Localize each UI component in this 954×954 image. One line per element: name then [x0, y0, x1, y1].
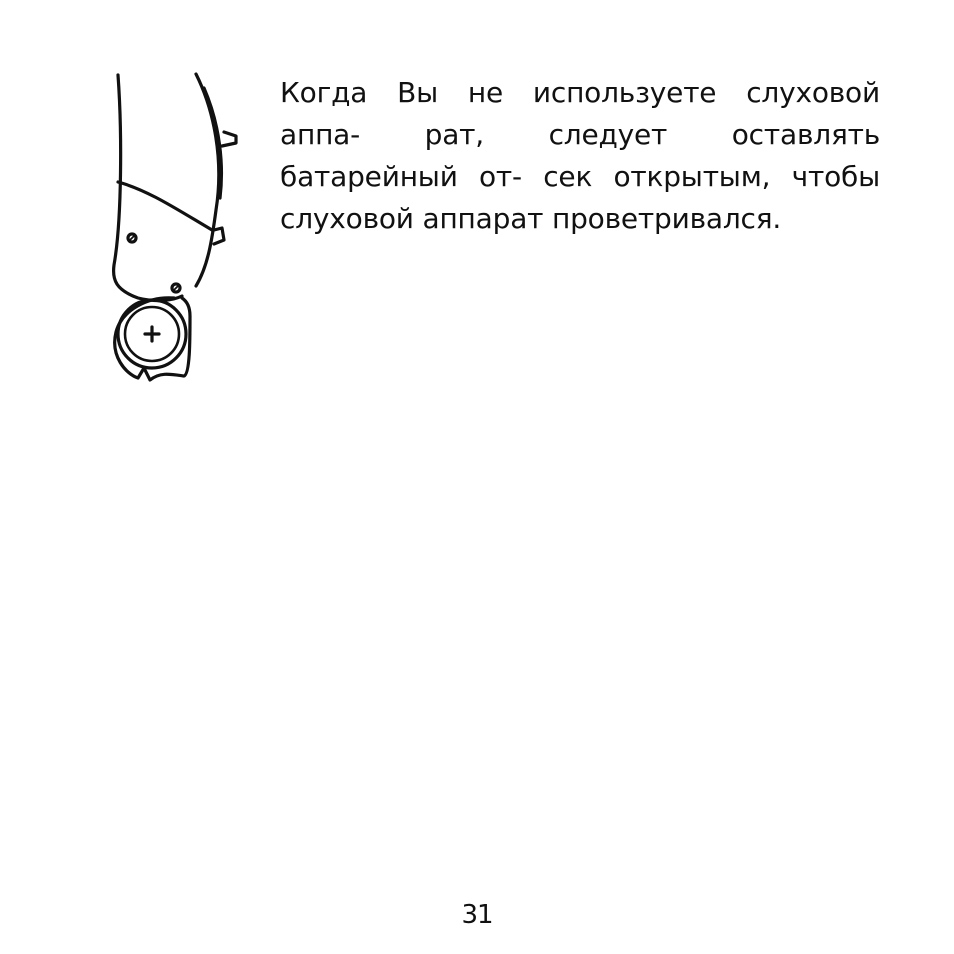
hearing-aid-battery-door-icon — [108, 70, 248, 390]
page-number: 31 — [461, 900, 493, 930]
body-paragraph: Когда Вы не используете слуховой аппа- рат, следует оставлять батарейный от- сек открытым, чтобы слуховой аппарат проветривался. — [280, 76, 880, 235]
